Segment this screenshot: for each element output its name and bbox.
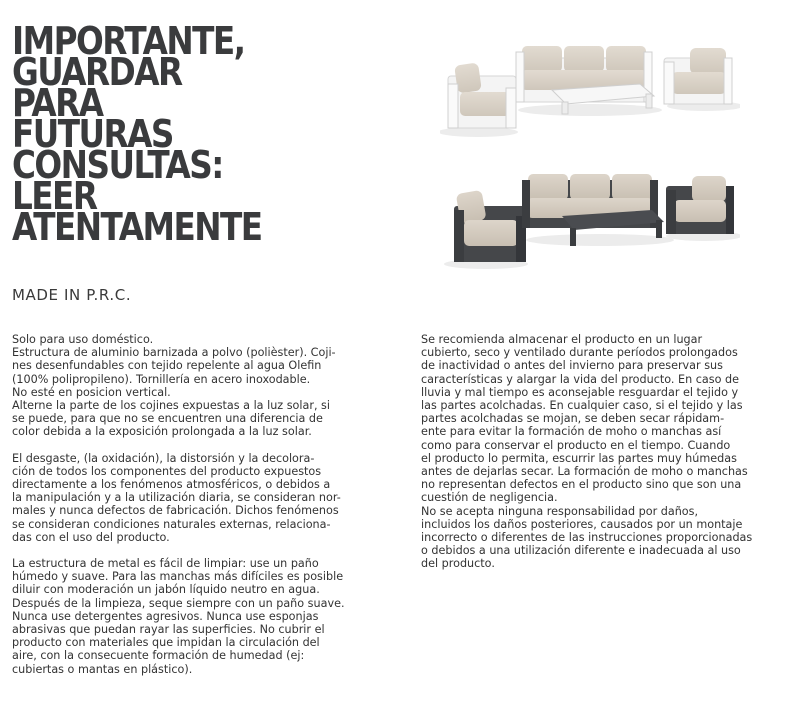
right-armchair-dark-shape xyxy=(666,176,734,234)
left-armchair-shape xyxy=(448,62,516,128)
white-frame-sofa-set-photo xyxy=(440,36,740,142)
dark-frame-sofa-set-photo xyxy=(440,166,740,270)
paragraph-usage-materials: Solo para uso doméstico. Estructura de aluminio barnizada a polvo (polièster). Coji- nes desenfundables con tejido repelente al agua Olefin (100% polipropileno). Tornillería en acero inoxodable. No esté en posicion vertical. Alterne la parte de los cojines expuestas a la luz solar, si se puede, para que no se encuentren una diferencia de color debida a la exposición prolongada a la luz solar. xyxy=(12,333,336,439)
right-armchair-shape xyxy=(664,48,732,104)
paragraph-storage-liability: Se recomienda almacenar el producto en un lugar cubierto, seco y ventilado durante períodos prolongados de inactividad o antes del invierno para preservar sus características y alargar la vida del producto. En caso de lluvia y mal tiempo es aconsejable resguardar el tejido y las partes acolchadas. En cualquier caso, si el tejido y las partes acolchadas se mojan, se deben secar rápidam- ente para evitar la formación de moho o manchas así como para conservar el producto en el tiempo. Cuando el producto lo permita, escurrir las partes muy húmedas antes de dejarlas secar. La formación de moho o manchas no representan defectos en el producto sino que son una cuestión de negligencia. No se acepta ninguna responsabilidad por daños, incluidos los daños posteriores, causados por un montaje incorrecto o diferentes de las instrucciones proporcionadas o debidos a una utilización diferente e inadecuada al uso del producto. xyxy=(421,333,753,571)
made-in-label: MADE IN P.R.C. xyxy=(12,286,132,304)
left-armchair-dark-shape xyxy=(454,190,526,262)
right-text-column xyxy=(421,333,793,584)
left-text-column xyxy=(12,333,392,689)
paragraph-wear-discoloration: El desgaste, (la oxidación), la distorsión y la decolora- ción de todos los componentes del producto expuestos directamente a los fenómenos atmosféricos, o debidos a la manipulación y a la utilización diaria, se consideran nor- males y nunca defectos de fabricación. Dichos fenómenos se consideran condiciones naturales externas, relaciona- das con el uso del producto. xyxy=(12,451,341,544)
paragraph-cleaning: La estructura de metal es fácil de limpiar: use un paño húmedo y suave. Para las manchas más difíciles es posible diluir con moderación un jabón líquido neutro en agua. Después de la limpieza, seque siempre con un paño suave. Nunca use detergentes agresivos. Nunca use esponjas abrasivas que puedan rayar las superficies. No cubrir el producto con materiales que impidan la circulación del aire, con la consecuente formación de humedad (ej: cubiertas o mantas en plástico). xyxy=(12,557,345,676)
page-title: IMPORTANTE, GUARDAR PARA FUTURAS CONSULTAS: LEER ATENTAMENTE xyxy=(12,19,262,249)
